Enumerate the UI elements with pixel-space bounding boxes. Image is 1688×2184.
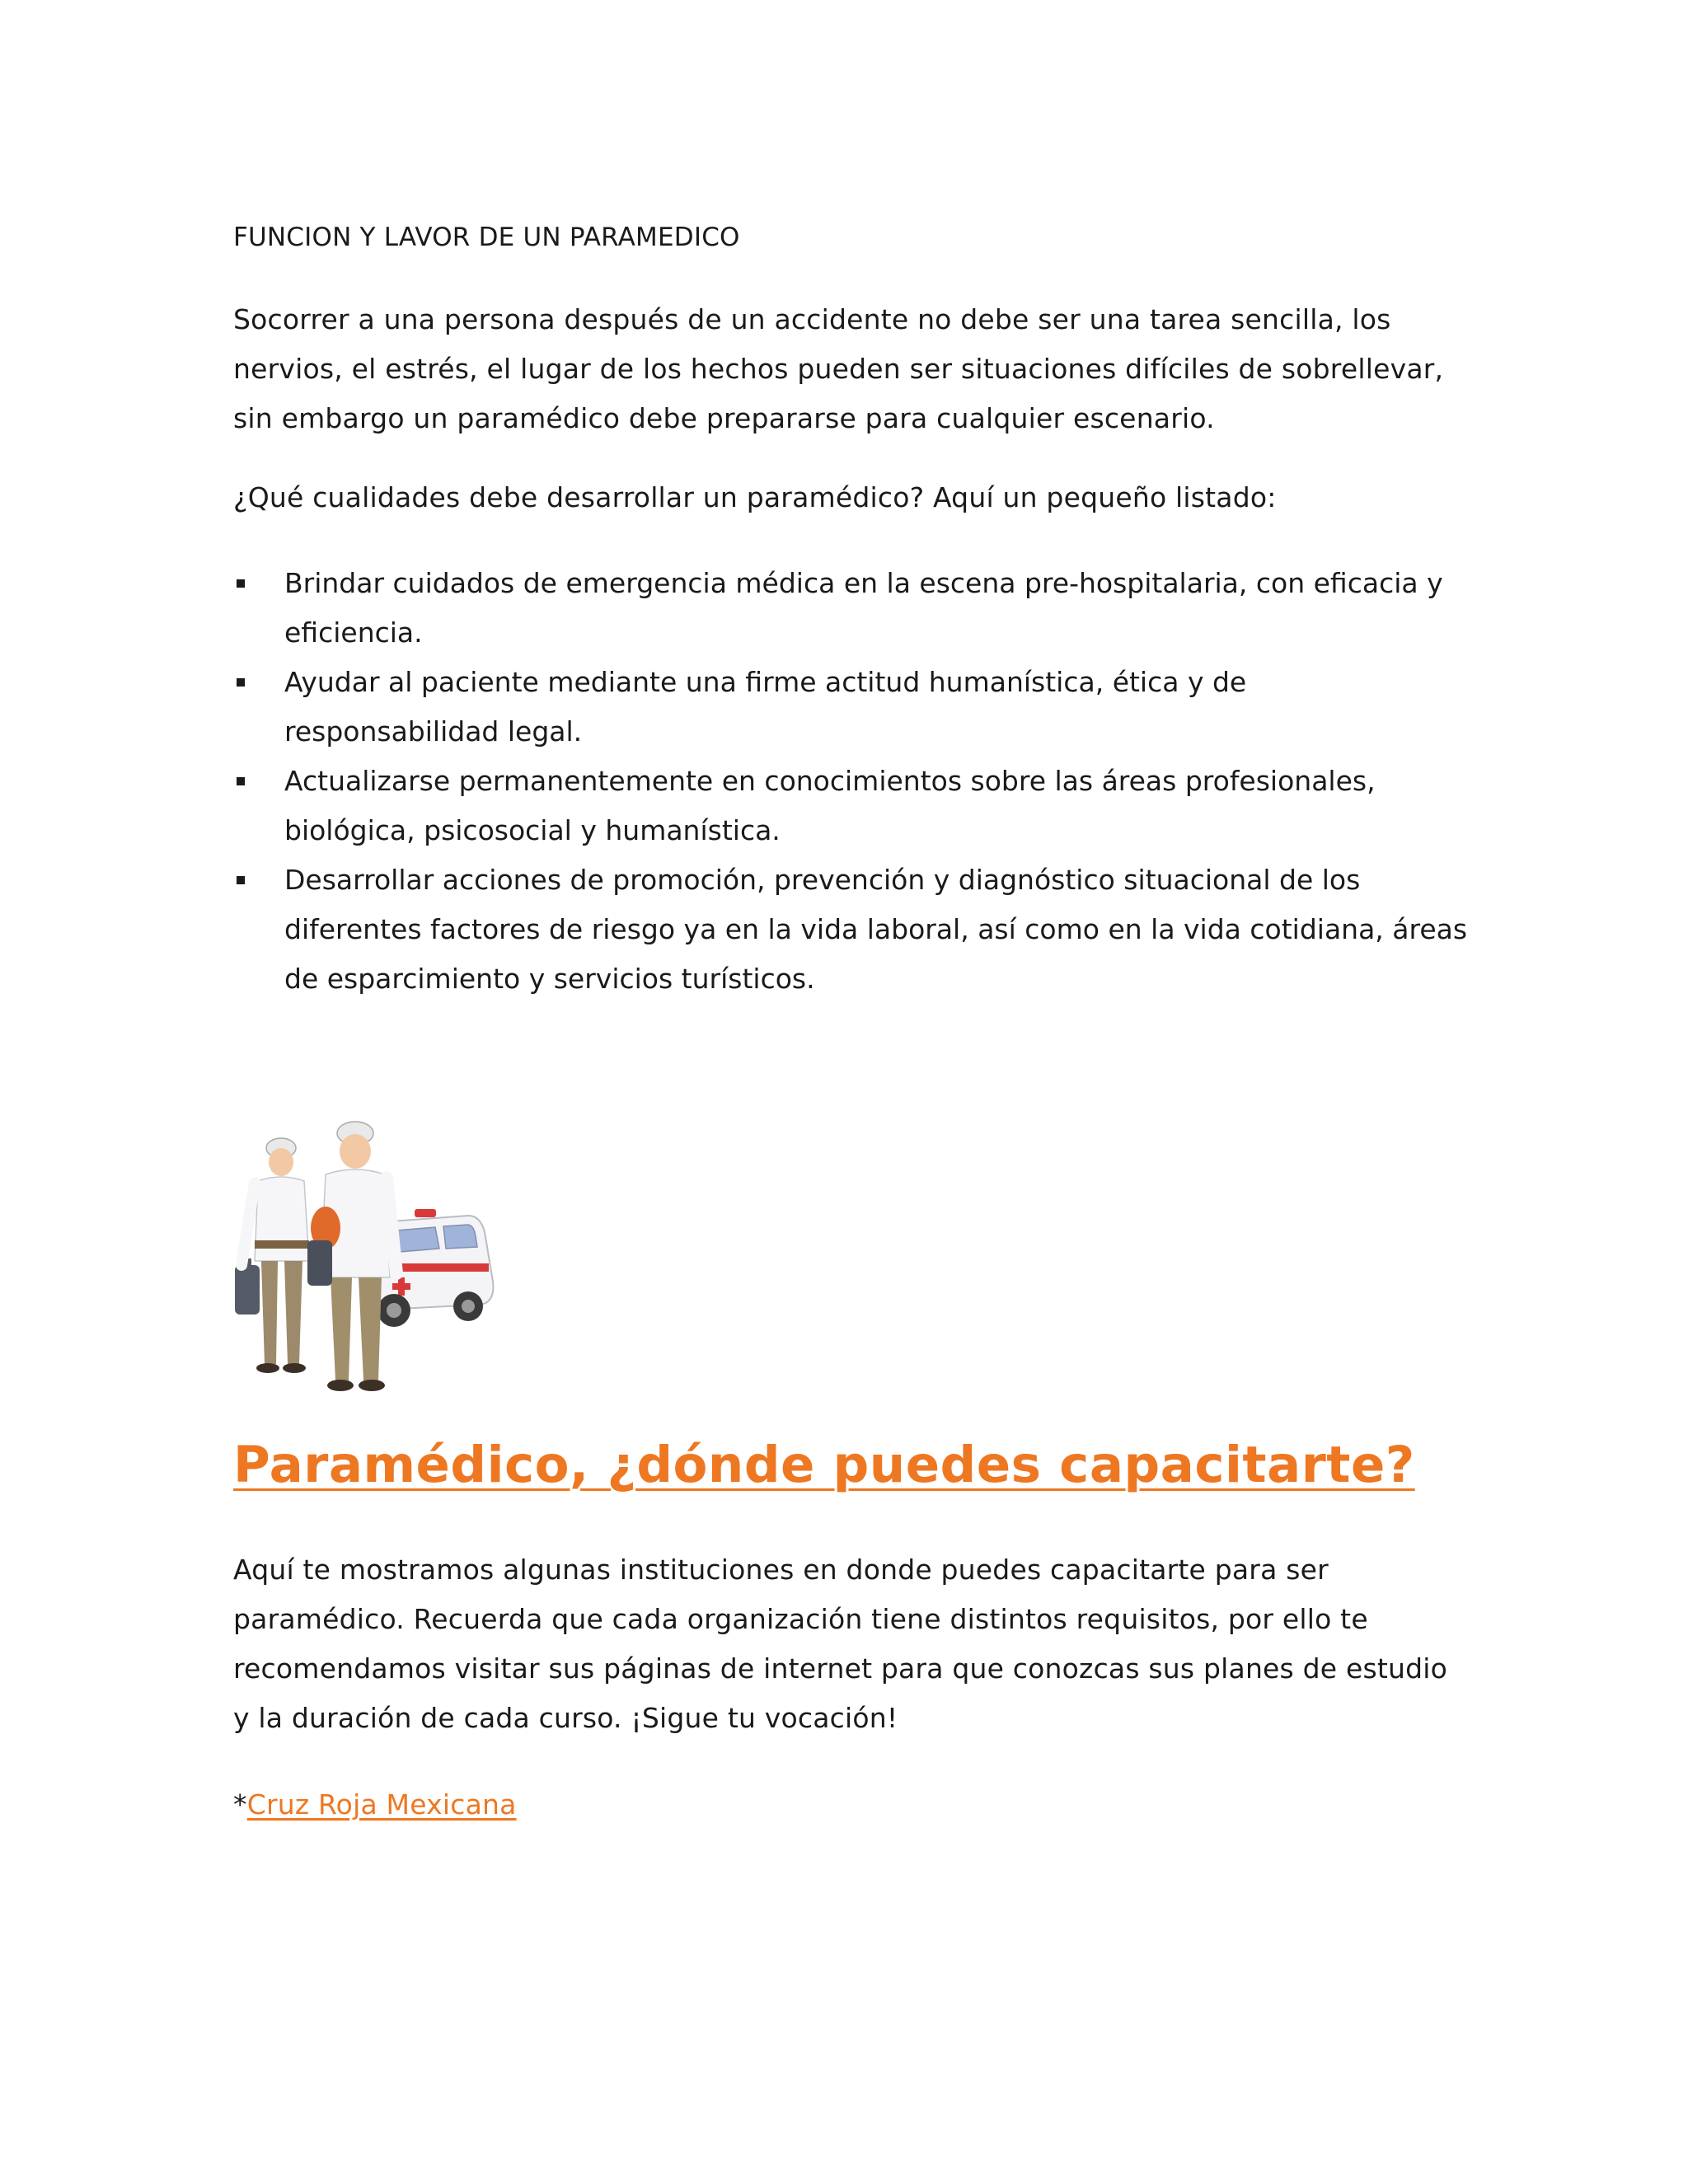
- bullet-square-icon: [237, 777, 245, 785]
- cruz-roja-link[interactable]: Cruz Roja Mexicana: [246, 1788, 517, 1821]
- bullet-square-icon: [237, 876, 245, 884]
- document-title: FUNCION Y LAVOR DE UN PARAMEDICO: [233, 223, 740, 252]
- list-item: [233, 757, 1470, 855]
- paramedic-right-icon: [307, 1122, 396, 1391]
- list-item: [233, 658, 1470, 757]
- list-item-text: Actualizarse permanentemente en conocimientos sobre las áreas profesionales, biológica, psicosocial y humanística.: [284, 765, 1376, 846]
- link-prefix: *: [233, 1788, 247, 1821]
- question-paragraph: ¿Qué cualidades debe desarrollar un paramédico? Aquí un pequeño listado:: [233, 481, 1277, 513]
- qualities-list: [233, 559, 1470, 1004]
- paramedic-left-icon: [235, 1138, 309, 1373]
- list-item-text: Desarrollar acciones de promoción, prevención y diagnóstico situacional de los diferentes factores de riesgo ya en la vida laboral, así como en la vida cotidiana, áreas de esparcimiento y servicios turísticos.: [284, 864, 1468, 995]
- link-line: [233, 1780, 1470, 1830]
- list-item: [233, 559, 1470, 658]
- list-item-text: Brindar cuidados de emergencia médica en la escena pre-hospitalaria, con eficacia y eficiencia.: [284, 567, 1443, 649]
- bullet-square-icon: [237, 579, 245, 588]
- institutions-paragraph: Aquí te mostramos algunas instituciones en donde puedes capacitarte para ser paramédico. Recuerda que cada organización tiene distintos requisitos, por ello te recomendamos visitar sus páginas de internet para que conozcas sus planes de estudio y la duración de cada curso. ¡Sigue tu vocación!: [233, 1554, 1448, 1734]
- list-item-text: Ayudar al paciente mediante una firme actitud humanística, ética y de responsabilidad legal.: [284, 666, 1247, 748]
- intro-paragraph: Socorrer a una persona después de un accidente no debe ser una tarea sencilla, los nervios, el estrés, el lugar de los hechos pueden ser situaciones difíciles de sobrellevar, sin embargo un paramédico debe prepararse para cualquier escenario.: [233, 303, 1444, 434]
- bullet-square-icon: [237, 678, 245, 687]
- paramedics-ambulance-illustration-icon: [233, 1117, 505, 1397]
- section-heading[interactable]: Paramédico, ¿dónde puedes capacitarte?: [233, 1436, 1415, 1494]
- list-item: [233, 855, 1470, 1004]
